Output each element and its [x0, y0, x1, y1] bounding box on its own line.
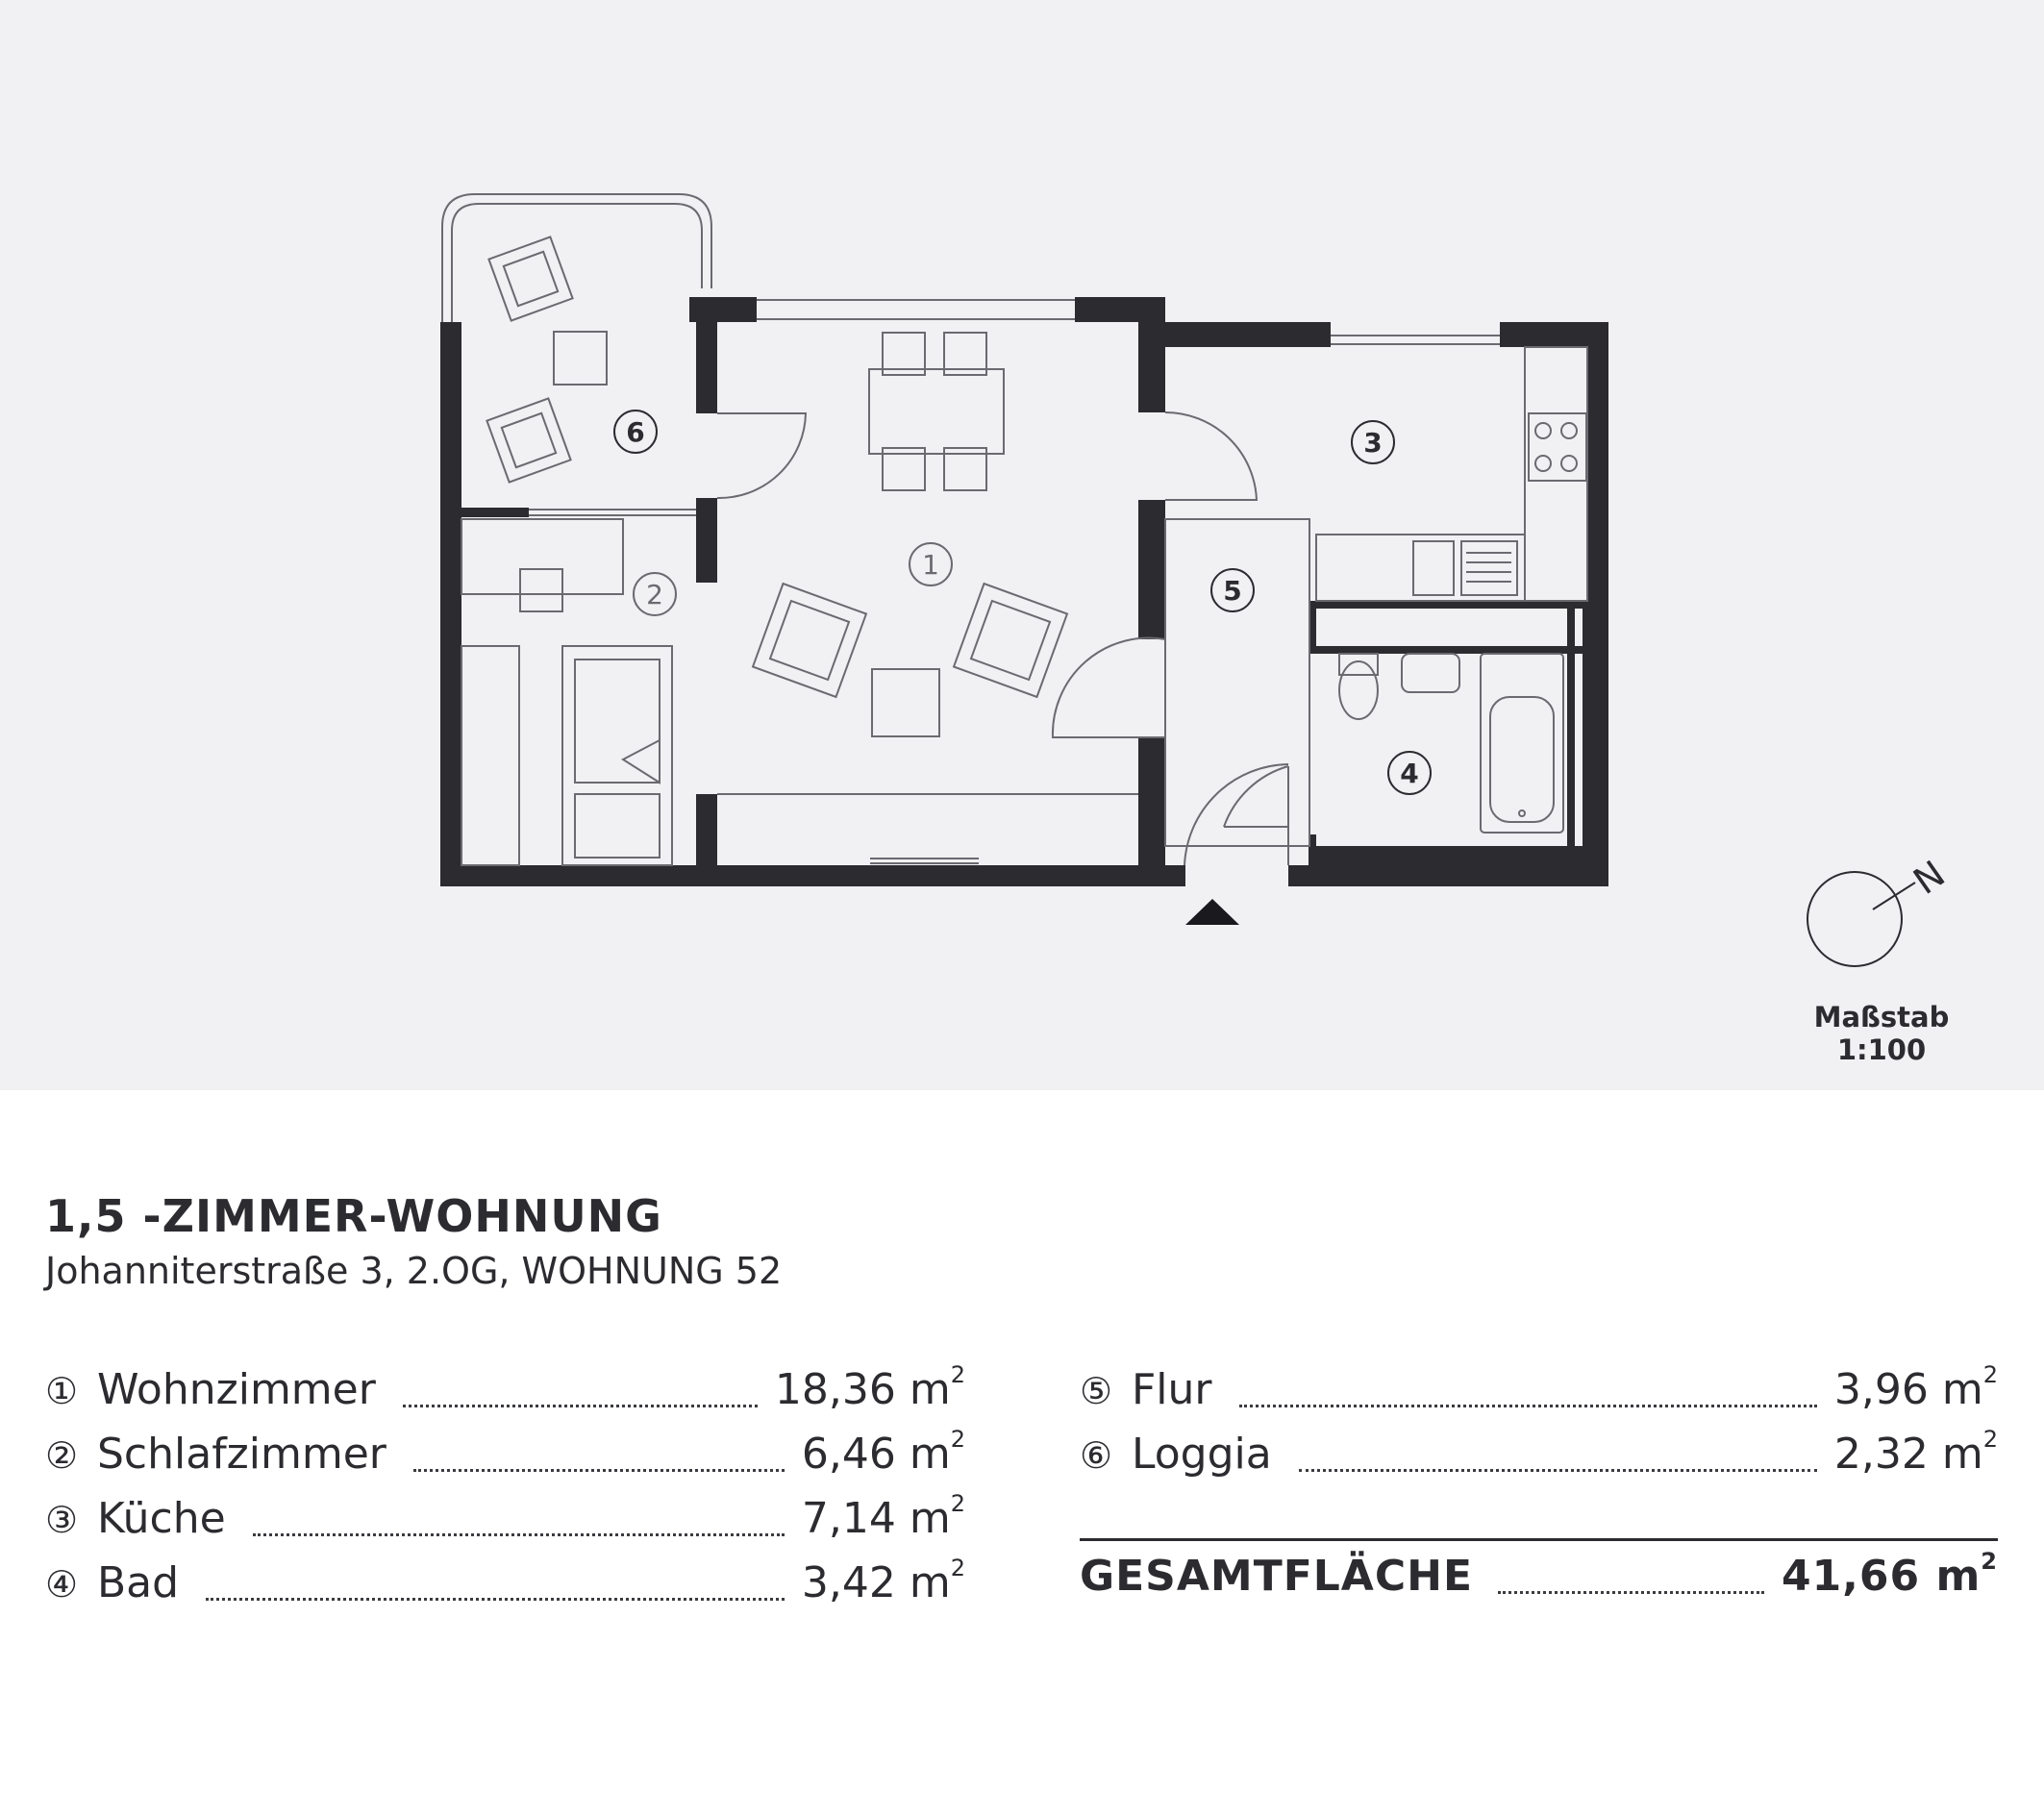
room-row-bad	[45, 1555, 965, 1614]
room-marker-6-label: 6	[626, 416, 645, 448]
area-unit-exponent: 2	[950, 1490, 965, 1517]
total-area: 41,66 m	[1781, 1552, 1982, 1601]
room-number: ⑤	[1080, 1370, 1113, 1412]
room-name: Bad	[97, 1558, 180, 1607]
room-number: ④	[45, 1563, 79, 1605]
room-marker-6	[614, 411, 657, 453]
area-unit-exponent: 2	[950, 1555, 965, 1581]
area-unit-exponent: 2	[1982, 1361, 1998, 1388]
room-number: ③	[45, 1499, 79, 1541]
room-marker-1	[910, 543, 952, 585]
scale-label: Maßstab 1:100	[1813, 1001, 1950, 1066]
room-name: Flur	[1132, 1365, 1212, 1414]
total-divider	[1080, 1538, 1998, 1541]
room-area: 7,14 m	[801, 1494, 951, 1543]
room-area: 3,42 m	[801, 1558, 951, 1607]
area-unit-exponent: 2	[950, 1361, 965, 1388]
room-number: ⑥	[1080, 1434, 1113, 1477]
north-indicator	[1807, 872, 1915, 966]
room-number: ①	[45, 1370, 79, 1412]
room-name: Schlafzimmer	[97, 1430, 386, 1479]
room-marker-2-label: 2	[646, 579, 663, 610]
total-row	[1080, 1548, 1998, 1607]
room-marker-5	[1211, 569, 1254, 611]
room-markers	[614, 411, 1431, 794]
area-unit-exponent: 2	[950, 1426, 965, 1453]
dot-leader	[1299, 1469, 1817, 1472]
room-name: Loggia	[1132, 1430, 1272, 1479]
room-area: 3,96 m	[1833, 1365, 1983, 1414]
room-number: ②	[45, 1434, 79, 1477]
total-label: GESAMTFLÄCHE	[1080, 1552, 1474, 1601]
room-area: 18,36 m	[774, 1365, 951, 1414]
room-name: Küche	[97, 1494, 226, 1543]
room-row-kueche	[45, 1490, 965, 1550]
dot-leader	[1239, 1405, 1817, 1407]
room-marker-5-label: 5	[1223, 575, 1242, 607]
dot-leader	[253, 1533, 785, 1536]
room-marker-1-label: 1	[922, 549, 939, 581]
room-name: Wohnzimmer	[97, 1365, 376, 1414]
apartment-address: Johanniterstraße 3, 2.OG, WOHNUNG 52	[45, 1250, 783, 1292]
room-row-loggia	[1080, 1426, 1998, 1485]
dot-leader	[403, 1405, 758, 1407]
area-unit-exponent: 2	[1981, 1548, 1998, 1575]
room-marker-3-label: 3	[1363, 427, 1383, 459]
room-marker-4-label: 4	[1400, 758, 1419, 789]
dot-leader	[206, 1598, 785, 1601]
room-marker-2	[634, 573, 676, 615]
room-row-wohnzimmer	[45, 1361, 965, 1421]
room-row-flur	[1080, 1361, 1998, 1421]
dot-leader	[1498, 1591, 1764, 1594]
room-row-schlafzimmer	[45, 1426, 965, 1485]
dot-leader	[413, 1469, 785, 1472]
north-label: N	[1906, 852, 1953, 903]
entrance-arrow-icon	[1185, 899, 1239, 925]
compass-icon	[1807, 872, 1902, 966]
area-unit-exponent: 2	[1982, 1426, 1998, 1453]
walls	[440, 297, 1608, 886]
room-area: 2,32 m	[1833, 1430, 1983, 1479]
room-marker-4	[1388, 752, 1431, 794]
room-area: 6,46 m	[801, 1430, 951, 1479]
apartment-title: 1,5 -ZIMMER-WOHNUNG	[45, 1190, 662, 1242]
room-marker-3	[1352, 421, 1394, 463]
